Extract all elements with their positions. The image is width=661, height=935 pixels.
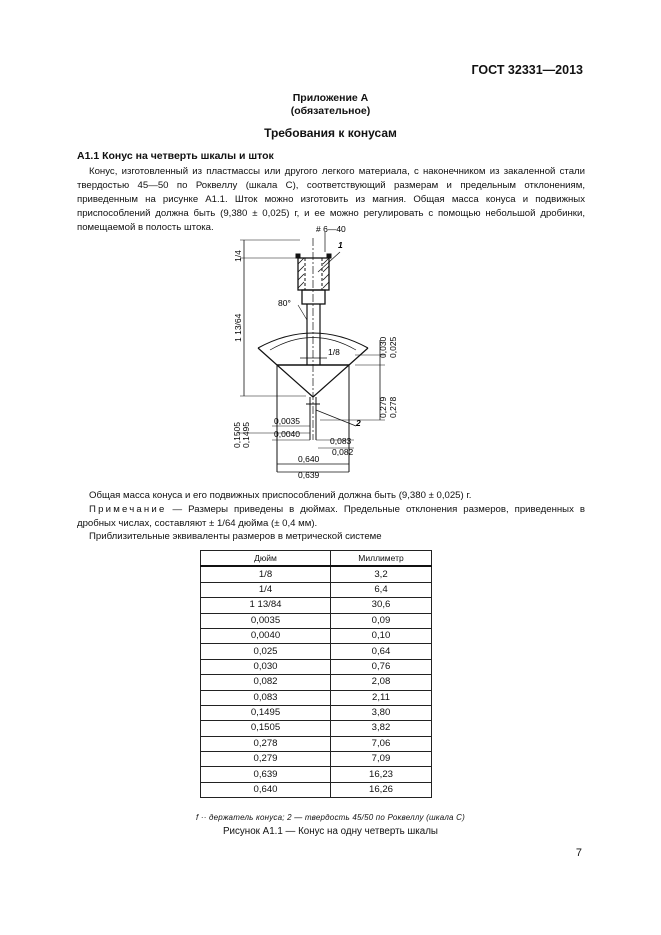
note-label: Примечание	[89, 504, 167, 515]
dim-030: 0,030	[378, 336, 388, 358]
dim-1-8: 1/8	[328, 347, 340, 357]
table-row	[201, 613, 432, 628]
cell-inch: 1 13/84	[201, 598, 331, 613]
cell-inch: 1/8	[201, 566, 331, 582]
table-intro-text: Приблизительные эквиваленты размеров в метрической системе	[89, 531, 382, 542]
cell-inch: 0,030	[201, 659, 331, 674]
page-number: 7	[575, 847, 582, 859]
mass-text	[77, 489, 585, 503]
table-row	[201, 767, 432, 782]
mass-text-content: Общая масса конуса и его подвижных приспособлений должна быть (9,380 ± 0,025) г.	[89, 490, 472, 501]
table-row	[201, 598, 432, 613]
table-row	[201, 690, 432, 705]
cell-inch: 0,083	[201, 690, 331, 705]
item-1-label: 1	[338, 240, 343, 250]
dim-1-13-64: 1 13/64	[233, 313, 243, 342]
dim-082: 0,082	[332, 447, 354, 457]
cell-mm: 7,09	[331, 752, 432, 767]
dim-639: 0,639	[298, 470, 320, 480]
table-row	[201, 675, 432, 690]
appendix-heading: Требования к конусам	[264, 126, 397, 140]
cell-mm: 3,82	[331, 721, 432, 736]
cell-inch: 0,1505	[201, 721, 331, 736]
cell-inch: 0,278	[201, 736, 331, 751]
table-row	[201, 659, 432, 674]
table-row	[201, 644, 432, 659]
dim-083: 0,083	[330, 436, 352, 446]
table-intro	[77, 530, 585, 544]
item-2-label: 2	[356, 418, 361, 428]
dim-1495: 0,1495	[241, 422, 251, 448]
header-inch: Дюйм	[201, 551, 331, 567]
table-row	[201, 782, 432, 797]
cell-inch: 0,0040	[201, 628, 331, 643]
cell-mm: 6,4	[331, 582, 432, 597]
cell-inch: 0,279	[201, 752, 331, 767]
cell-mm: 2,08	[331, 675, 432, 690]
cell-inch: 0,025	[201, 644, 331, 659]
table-row	[201, 582, 432, 597]
cell-inch: 0,639	[201, 767, 331, 782]
figure-legend: f ·· держатель конуса; 2 — твердость 45/50 по Роквеллу (шкала С)	[196, 813, 465, 822]
table-row	[201, 628, 432, 643]
table-row	[201, 752, 432, 767]
table-row	[201, 705, 432, 720]
cell-inch: 0,1495	[201, 705, 331, 720]
table-row	[201, 736, 432, 751]
dim-025: 0,025	[388, 336, 398, 358]
thread-label: # 6—40	[316, 224, 346, 234]
cell-mm: 2,11	[331, 690, 432, 705]
table-row	[201, 721, 432, 736]
cell-mm: 0,76	[331, 659, 432, 674]
appendix-title: Приложение А	[292, 92, 369, 104]
cell-mm: 0,10	[331, 628, 432, 643]
table-header-row	[201, 551, 432, 567]
dim-0035: 0,0035	[274, 416, 300, 426]
cell-mm: 3,2	[331, 566, 432, 582]
cell-inch: 0,0035	[201, 613, 331, 628]
cell-inch: 1/4	[201, 582, 331, 597]
equivalents-table	[200, 550, 432, 798]
dim-0040: 0,0040	[274, 429, 300, 439]
cell-mm: 16,23	[331, 767, 432, 782]
appendix-subtitle: (обязательное)	[290, 105, 371, 117]
cell-mm: 30,6	[331, 598, 432, 613]
dim-278: 0,278	[388, 396, 398, 418]
cell-inch: 0,082	[201, 675, 331, 690]
cell-mm: 7,06	[331, 736, 432, 751]
dim-640: 0,640	[298, 454, 320, 464]
dim-279: 0,279	[378, 396, 388, 418]
note	[77, 503, 585, 531]
figure-caption: Рисунок А1.1 — Конус на одну четверть шкалы	[223, 826, 438, 837]
section-title: А1.1 Конус на четверть шкалы и шток	[77, 150, 274, 162]
note-text: — Размеры приведены в дюймах. Предельные отклонения размеров, приведенных в дробных числах, составляют ± 1/64 дюйма (± 0,4 мм).	[77, 504, 585, 529]
cell-mm: 0,09	[331, 613, 432, 628]
table-row	[201, 566, 432, 582]
cell-mm: 16,26	[331, 782, 432, 797]
dim-1505: 0,1505	[232, 422, 242, 448]
dim-1-4: 1/4	[233, 250, 243, 262]
angle-label: 80°	[278, 298, 291, 308]
header-mm: Миллиметр	[331, 551, 432, 567]
section-paragraph-text: Конус, изготовленный из пластмассы или другого легкого материала, с наконечником из закаленной стали твердостью 45—50 по Роквеллу (шкала С), соответствующий размерам и предельным отклонениям, приведенным на рисунке А1.1. Шток можно изготовить из магния. Общая масса конуса и подвижных приспособлений должна быть (9,380 ± 0,025) г, и ее можно регулировать с помощью небольшой дробинки, помещаемой в полость штока.	[77, 166, 585, 233]
standard-number: ГОСТ 32331—2013	[471, 63, 583, 77]
cell-inch: 0,640	[201, 782, 331, 797]
cell-mm: 3,80	[331, 705, 432, 720]
cell-mm: 0,64	[331, 644, 432, 659]
